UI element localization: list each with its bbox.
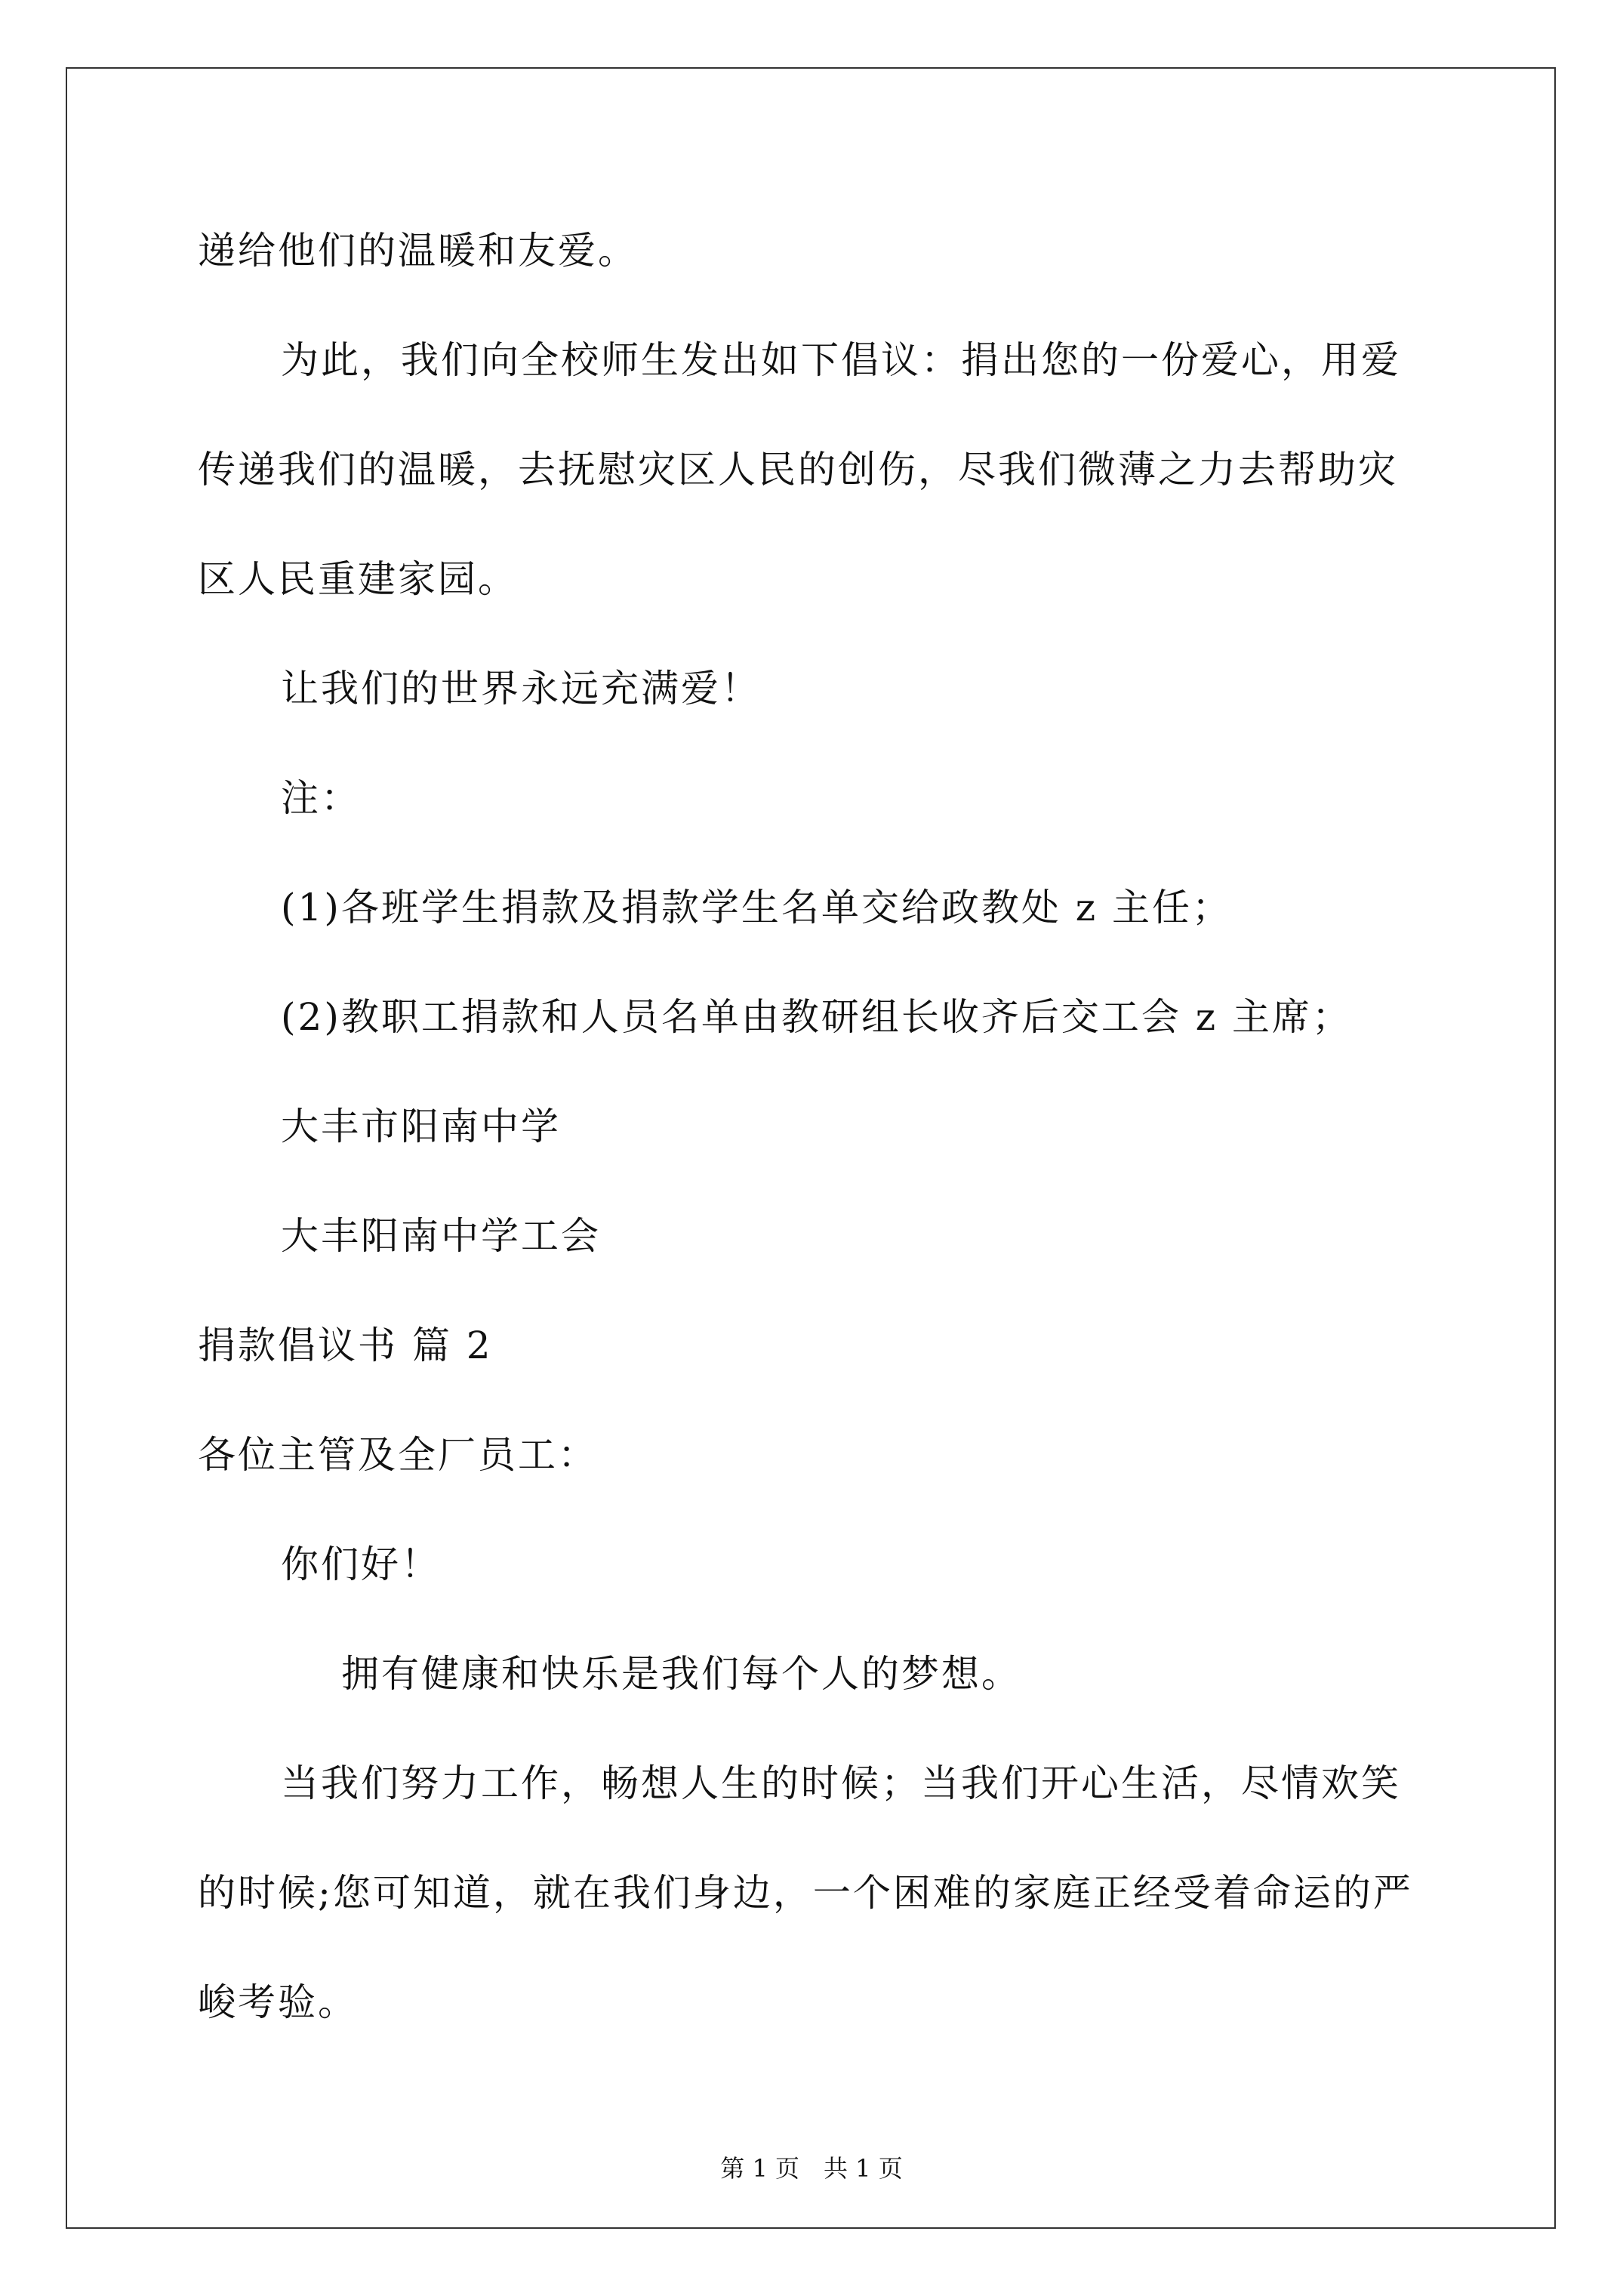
text-line: (2)教职工捐款和人员名单由教研组长收齐后交工会 z 主席； xyxy=(281,995,1352,1039)
text-line: 注： xyxy=(281,776,361,820)
greeting-line: 你们好！ xyxy=(281,1542,441,1586)
text-line: 区人民重建家园。 xyxy=(198,557,518,601)
text-line: (1)各班学生捐款及捐款学生名单交给政教处 z 主任； xyxy=(281,886,1232,929)
text-line: 当我们努力工作，畅想人生的时候；当我们开心生活，尽情欢笑 xyxy=(281,1761,1401,1805)
section-heading: 捐款倡议书 篇 2 xyxy=(198,1324,493,1367)
text-line: 传递我们的温暖，去抚慰灾区人民的创伤，尽我们微薄之力去帮助灾 xyxy=(198,448,1398,492)
text-line: 拥有健康和快乐是我们每个人的梦想。 xyxy=(341,1652,1021,1696)
text-line: 让我们的世界永远充满爱！ xyxy=(281,667,761,710)
text-line: 递给他们的温暖和友爱。 xyxy=(198,229,638,273)
signature-line: 大丰市阳南中学 xyxy=(281,1105,561,1148)
signature-line: 大丰阳南中学工会 xyxy=(281,1214,601,1258)
text-line: 为此，我们向全校师生发出如下倡议：捐出您的一份爱心，用爱 xyxy=(281,338,1401,382)
page-footer: 第 1 页 共 1 页 xyxy=(720,2154,903,2183)
text-line: 的时候;您可知道，就在我们身边，一个困难的家庭正经受着命运的严 xyxy=(198,1871,1413,1915)
text-line: 峻考验。 xyxy=(198,1980,358,2024)
salutation-line: 各位主管及全厂员工： xyxy=(198,1433,598,1477)
